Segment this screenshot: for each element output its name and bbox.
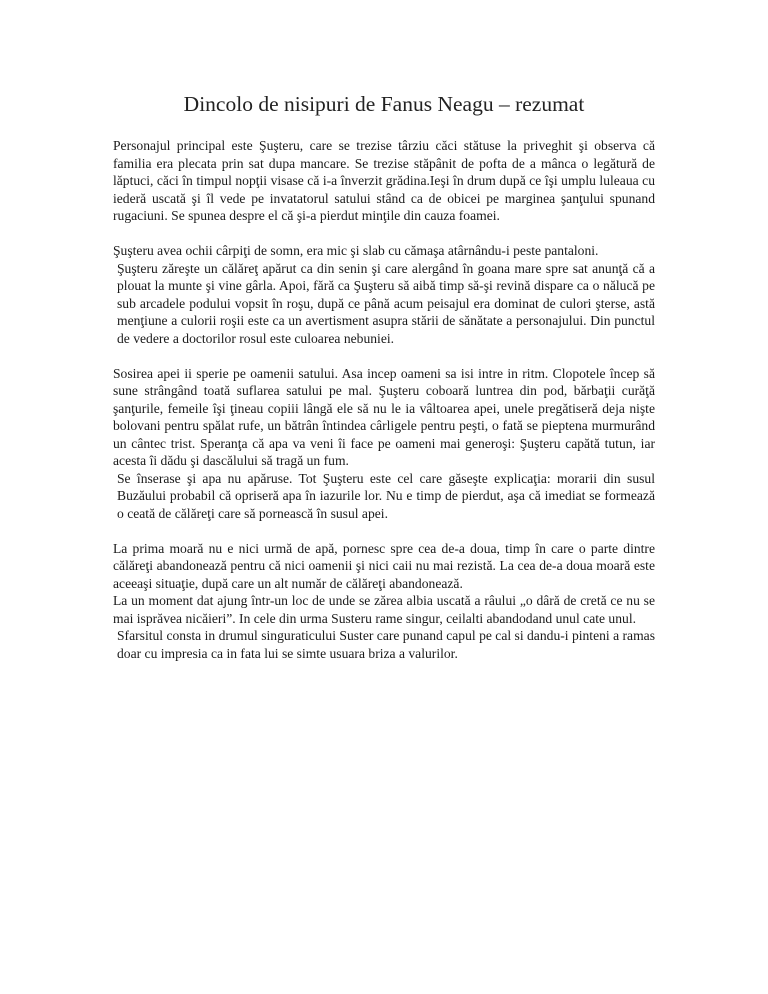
paragraph-4: Sosirea apei ii sperie pe oamenii satului. Asa incep oameni sa isi intre in ritm. Clopotele încep să sune strângând toată suflarea satului pe mal. Şuşteru coboară luntrea din pod, bărbaţii curăţă şanţurile, femeile îşi ţineau copiii lângă ele să nu le ia vâltoarea apei, unele pregătiseră deja nişte bolovani pentru spălat rufe, un bătrân întindea cârligele pentru peşti, o fată se pieptena murmurând un cântec trist. Speranţa că apa va veni îi face pe oameni mai generoşi: Şuşteru capătă tutun, iar acesta îi dădu şi dascălului să tragă un fum. [113,365,655,468]
paragraph-gap [113,225,655,243]
paragraph-gap [113,522,655,540]
document-title: Dincolo de nisipuri de Fanus Neagu – rezumat [183,92,585,116]
paragraph-6: La prima moară nu e nici urmă de apă, pornesc spre cea de-a doua, timp în care o parte dintre călăreţi abandonează pentru că nici oamenii şi nici caii nu mai rezistă. La cea de-a doua moară este aceeaşi situaţie, după care un alt număr de călăreţi abandonează. [113,540,655,591]
document-body [113,137,655,662]
paragraph-3: Şuşteru zăreşte un călăreţ apărut ca din senin şi care alergând în goana mare spre sat anunţă că a plouat la munte şi vine gârla. Apoi, fără ca Şuşteru să aibă timp să-şi revină dispare ca o nălucă pe sub arcadele podului vopsit în roşu, după ce până acum peisajul era dominat de culori şterse, astă menţiune a culorii roşii este ca un avertisment asupra stării de sănătate a personajului. Din punctul de vedere a doctorilor rosul este culoarea nebuniei. [117,260,655,346]
paragraph-1: Personajul principal este Şuşteru, care se trezise târziu căci stătuse la priveghit şi observa că familia era plecata prin sat dupa mancare. Se trezise stăpânit de pofta de a mânca o legătură de lăptuci, căci în timpul nopţii visase că i-a înverzit grădina.Ieşi în drum după ce îşi umplu luleaua cu iederă uscată şi îl vede pe invatatorul satului stând ca de obicei pe marginea şanţului spunand rugaciuni. Se spunea despre el că şi-a pierdut minţile din cauza foamei. [113,138,655,223]
paragraph-gap [113,347,655,365]
paragraph-7: La un moment dat ajung într-un loc de unde se zărea albia uscată a râului „o dâră de cretă ce nu se mai isprăvea nicăieri”. In cele din urma Susteru rame singur, ceilalti abandodand unul cate unul. [113,593,655,626]
paragraph-8: Sfarsitul consta in drumul singuraticului Suster care punand capul pe cal si dandu-i pinteni a ramas doar cu impresia ca in fata lui se simte usuara briza a valurilor. [117,628,655,661]
paragraph-2: Şuşteru avea ochii cârpiţi de somn, era mic şi slab cu cămaşa atârnându-i peste pantaloni. [113,243,599,258]
paragraph-5: Se înserase şi apa nu apăruse. Tot Şuşteru este cel care găseşte explicaţia: morarii din susul Buzăului probabil că opriseră apa în iazurile lor. Nu e timp de pierdut, aşa că imediat se formează o ceată de călăreţi care să pornească în susul apei. [117,470,655,521]
